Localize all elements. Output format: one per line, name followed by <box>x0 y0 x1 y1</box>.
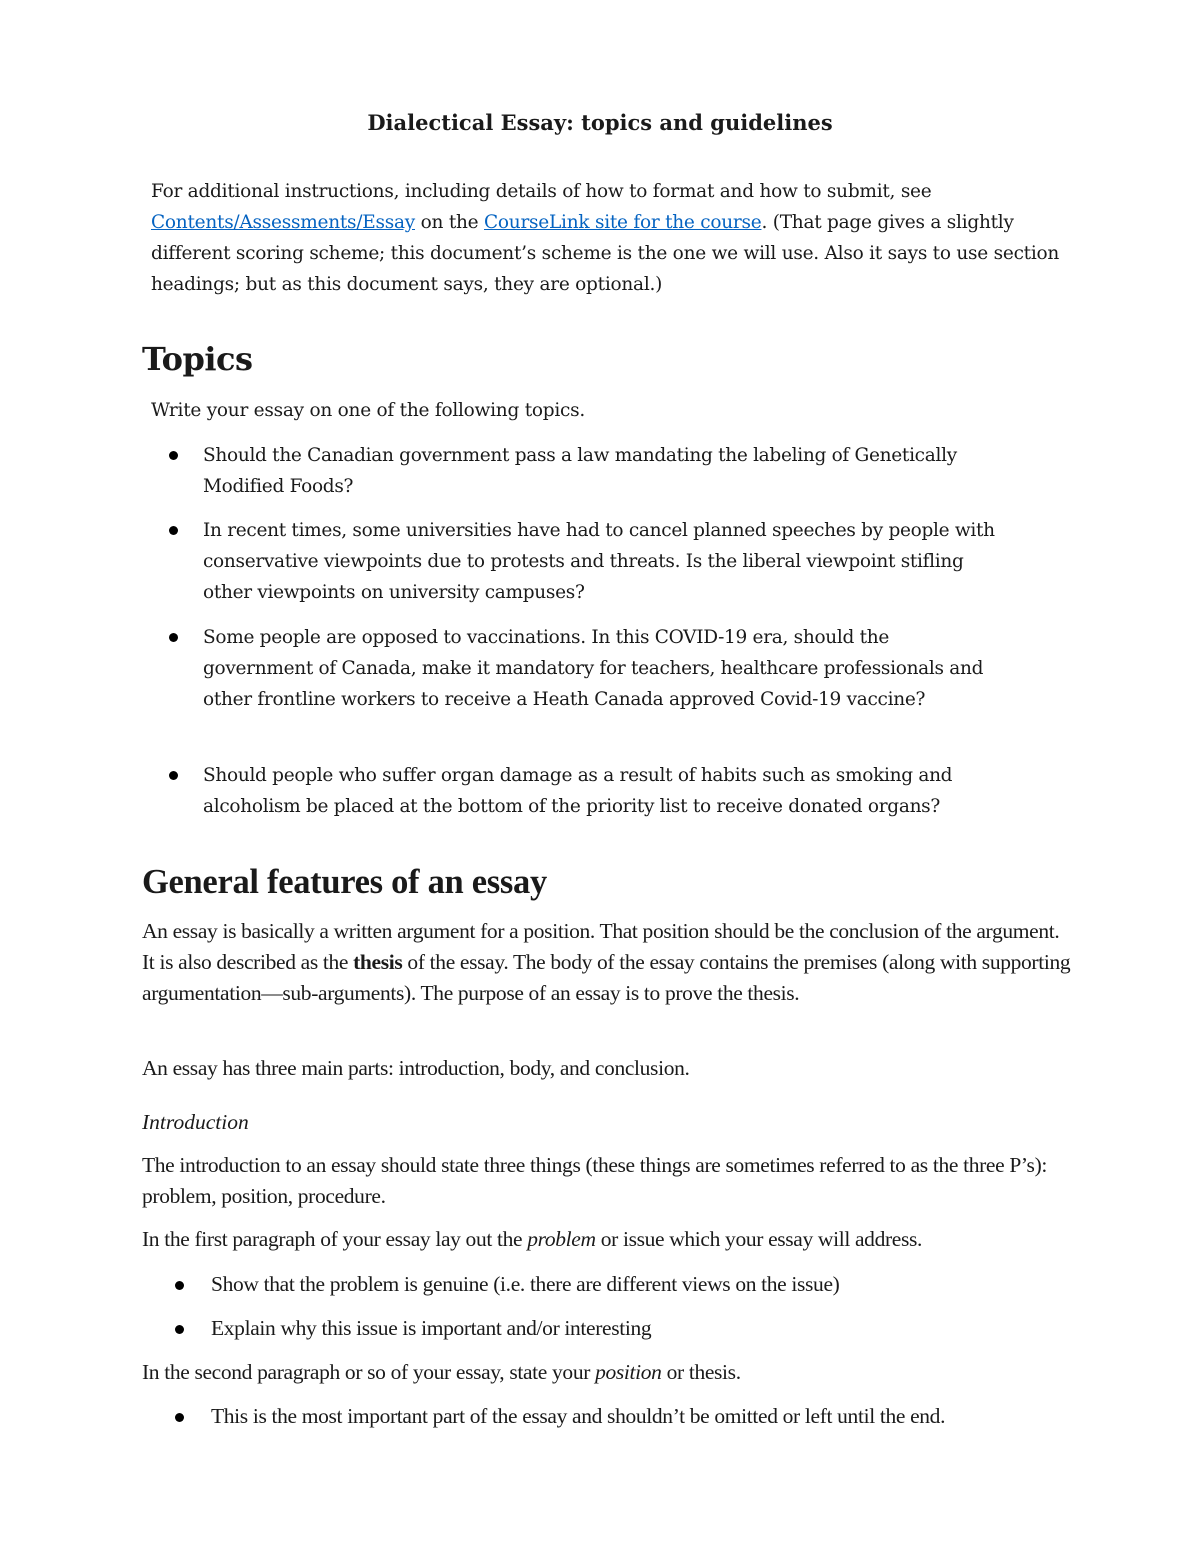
essay-definition-paragraph <box>142 916 1072 1009</box>
topics-lead: Write your essay on one of the following topics. <box>151 400 586 421</box>
intro-text-start: For additional instructions, including details of how to format and how to submit, see <box>151 181 932 202</box>
topic-text: Should the Canadian government pass a law mandating the labeling of Genetically Modified Foods? <box>203 445 957 497</box>
topics-heading: Topics <box>142 340 253 378</box>
position-paragraph <box>142 1357 1072 1388</box>
bullet-text: Show that the problem is genuine (i.e. there are different views on the issue) <box>211 1272 840 1296</box>
bullet-icon <box>169 633 178 642</box>
thesis-term: thesis <box>353 950 403 974</box>
three-ps-paragraph: The introduction to an essay should state three things (these things are sometimes referred to as the three P’s): problem, position, procedure. <box>142 1153 1048 1208</box>
bullet-icon <box>169 771 178 780</box>
problem-text-start: In the first paragraph of your essay lay out the <box>142 1227 528 1251</box>
position-term: position <box>595 1360 662 1384</box>
intro-text-end: . (That page gives a slightly different scoring scheme; this document’s scheme is the one we will use. Also it says to use section headings; but as this document says, they are optional.) <box>151 212 1060 295</box>
problem-bullet-important <box>211 1313 1111 1344</box>
general-features-heading: General features of an essay <box>142 863 547 901</box>
position-text-start: In the second paragraph or so of your essay, state your <box>142 1360 596 1384</box>
essay-definition-text-end: of the essay. The body of the essay contains the premises (along with supporting argumentation—sub-arguments). The purpose of an essay is to prove the thesis. <box>142 950 1071 1005</box>
topic-text: In recent times, some universities have had to cancel planned speeches by people with conservative viewpoints due to protests and threats. Is the liberal viewpoint stifling other viewpoints on university campuses? <box>203 520 995 603</box>
essay-definition-text-start: An essay is basically a written argument for a position. That position should be the conclusion of the argument. It is also described as the <box>142 919 1060 974</box>
bullet-icon <box>175 1325 184 1334</box>
assessments-essay-link[interactable]: Contents/Assessments/Essay <box>151 212 415 233</box>
intro-text-middle: on the <box>415 212 484 233</box>
position-text-end: or thesis. <box>661 1360 741 1384</box>
position-bullet-important <box>211 1401 1111 1432</box>
topic-item-vaccination <box>203 622 1003 715</box>
bullet-text: This is the most important part of the essay and shouldn’t be omitted or left until the end. <box>211 1404 946 1428</box>
intro-paragraph <box>151 176 1061 300</box>
bullet-icon <box>175 1281 184 1290</box>
problem-paragraph <box>142 1224 1072 1255</box>
bullet-icon <box>169 526 178 535</box>
document-title: Dialectical Essay: topics and guidelines <box>367 110 833 135</box>
problem-term: problem <box>527 1227 596 1251</box>
topic-text: Some people are opposed to vaccinations. In this COVID-19 era, should the government of Canada, make it mandatory for teachers, healthcare professionals and other frontline workers to receive a Heath Canada approved Covid-19 vaccine? <box>203 627 984 710</box>
problem-text-end: or issue which your essay will address. <box>595 1227 923 1251</box>
problem-bullet-genuine <box>211 1269 1111 1300</box>
topic-item-organ-donation <box>203 760 1003 822</box>
topic-item-gmo <box>203 440 1003 502</box>
topic-text: Should people who suffer organ damage as a result of habits such as smoking and alcoholism be placed at the bottom of the priority list to receive donated organs? <box>203 765 953 817</box>
three-parts-paragraph: An essay has three main parts: introduction, body, and conclusion. <box>142 1056 690 1080</box>
bullet-icon <box>169 451 178 460</box>
bullet-icon <box>175 1413 184 1422</box>
bullet-text: Explain why this issue is important and/or interesting <box>211 1316 652 1340</box>
introduction-subheading: Introduction <box>142 1110 249 1134</box>
courselink-site-link[interactable]: CourseLink site for the course <box>484 212 762 233</box>
topic-item-campus-speech <box>203 515 1003 608</box>
